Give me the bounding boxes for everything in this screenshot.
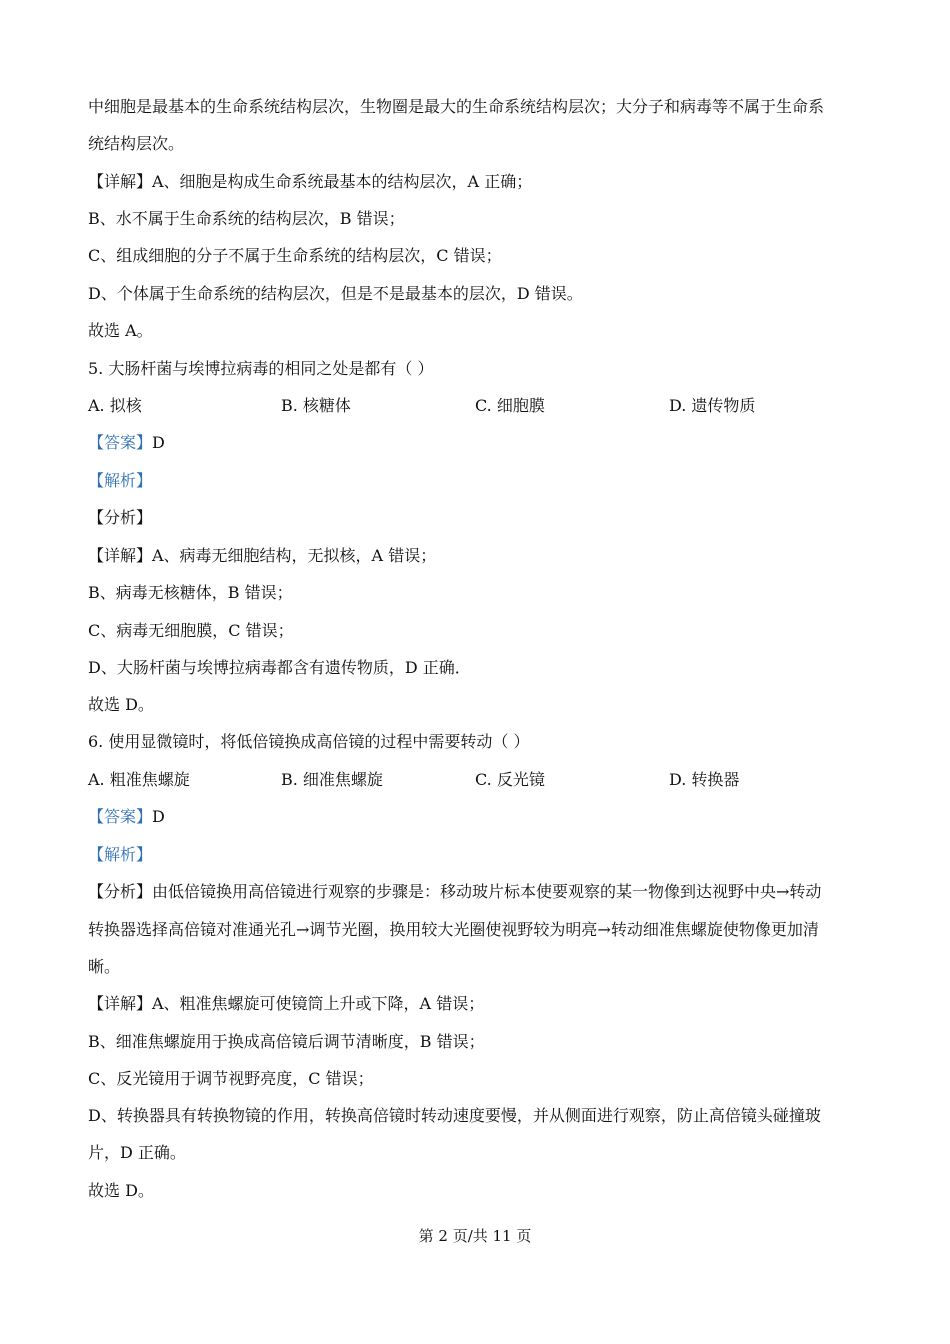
- text-line: 统结构层次。: [88, 134, 185, 153]
- choose-line: 故选 D。: [88, 695, 154, 714]
- text-line: B、细准焦螺旋用于换成高倍镜后调节清晰度，B 错误；: [88, 1032, 485, 1051]
- text-line: B、病毒无核糖体，B 错误；: [88, 583, 293, 602]
- answer-line: [88, 433, 165, 453]
- text-line: 转换器选择高倍镜对准通光孔→调节光圈，换用较大光圈使视野较为明亮→转动细准焦螺旋使物像更加清: [88, 920, 819, 939]
- answer-line: [88, 807, 165, 827]
- option-d: D. 遗传物质: [669, 396, 756, 415]
- text-line: 中细胞是最基本的生命系统结构层次，生物圈是最大的生命系统结构层次；大分子和病毒等不属于生命系: [88, 97, 825, 116]
- choose-line: 故选 D。: [88, 1181, 154, 1200]
- text-line: 片，D 正确。: [88, 1143, 186, 1162]
- option-a: A. 粗准焦螺旋: [88, 770, 190, 789]
- option-c: C. 细胞膜: [475, 396, 545, 415]
- answer-value: D: [152, 433, 165, 452]
- option-a: A. 拟核: [88, 396, 142, 415]
- text-line: C、组成细胞的分子不属于生命系统的结构层次，C 错误；: [88, 246, 502, 265]
- text-line: D、转换器具有转换物镜的作用，转换高倍镜时转动速度要慢，并从侧面进行观察，防止高倍镜头碰撞玻: [88, 1106, 821, 1125]
- text-line: D、大肠杆菌与埃博拉病毒都含有遗传物质，D 正确．: [88, 658, 471, 677]
- choose-line: 故选 A。: [88, 321, 153, 340]
- text-line: C、病毒无细胞膜，C 错误；: [88, 621, 294, 640]
- option-d: D. 转换器: [669, 770, 740, 789]
- fenxi-tag: 【分析】: [88, 508, 153, 527]
- analysis-tag: 【解析】: [88, 471, 153, 490]
- page-footer: 第 2 页/共 11 页: [418, 1227, 532, 1245]
- analysis-tag: 【解析】: [88, 845, 153, 864]
- answer-tag: 【答案】: [88, 807, 153, 826]
- question-5-stem: 5. 大肠杆菌与埃博拉病毒的相同之处是都有（ ）: [88, 359, 434, 378]
- detail-line: 【详解】A、病毒无细胞结构，无拟核，A 错误；: [88, 546, 437, 565]
- detail-line: 【详解】A、细胞是构成生命系统最基本的结构层次，A 正确；: [88, 172, 533, 191]
- text-line: B、水不属于生命系统的结构层次，B 错误；: [88, 209, 405, 228]
- text-line: 晰。: [88, 957, 121, 976]
- answer-tag: 【答案】: [88, 433, 153, 452]
- question-6-stem: 6. 使用显微镜时，将低倍镜换成高倍镜的过程中需要转动（ ）: [88, 732, 530, 751]
- fenxi-line: 【分析】由低倍镜换用高倍镜进行观察的步骤是：移动玻片标本使要观察的某一物像到达视野中央→转动: [88, 882, 822, 901]
- option-c: C. 反光镜: [475, 770, 545, 789]
- text-line: D、个体属于生命系统的结构层次，但是不是最基本的层次，D 错误。: [88, 284, 583, 303]
- option-b: B. 细准焦螺旋: [281, 770, 383, 789]
- text-line: C、反光镜用于调节视野亮度，C 错误；: [88, 1069, 374, 1088]
- answer-value: D: [152, 807, 165, 826]
- option-b: B. 核糖体: [281, 396, 351, 415]
- detail-line: 【详解】A、粗准焦螺旋可使镜筒上升或下降，A 错误；: [88, 994, 485, 1013]
